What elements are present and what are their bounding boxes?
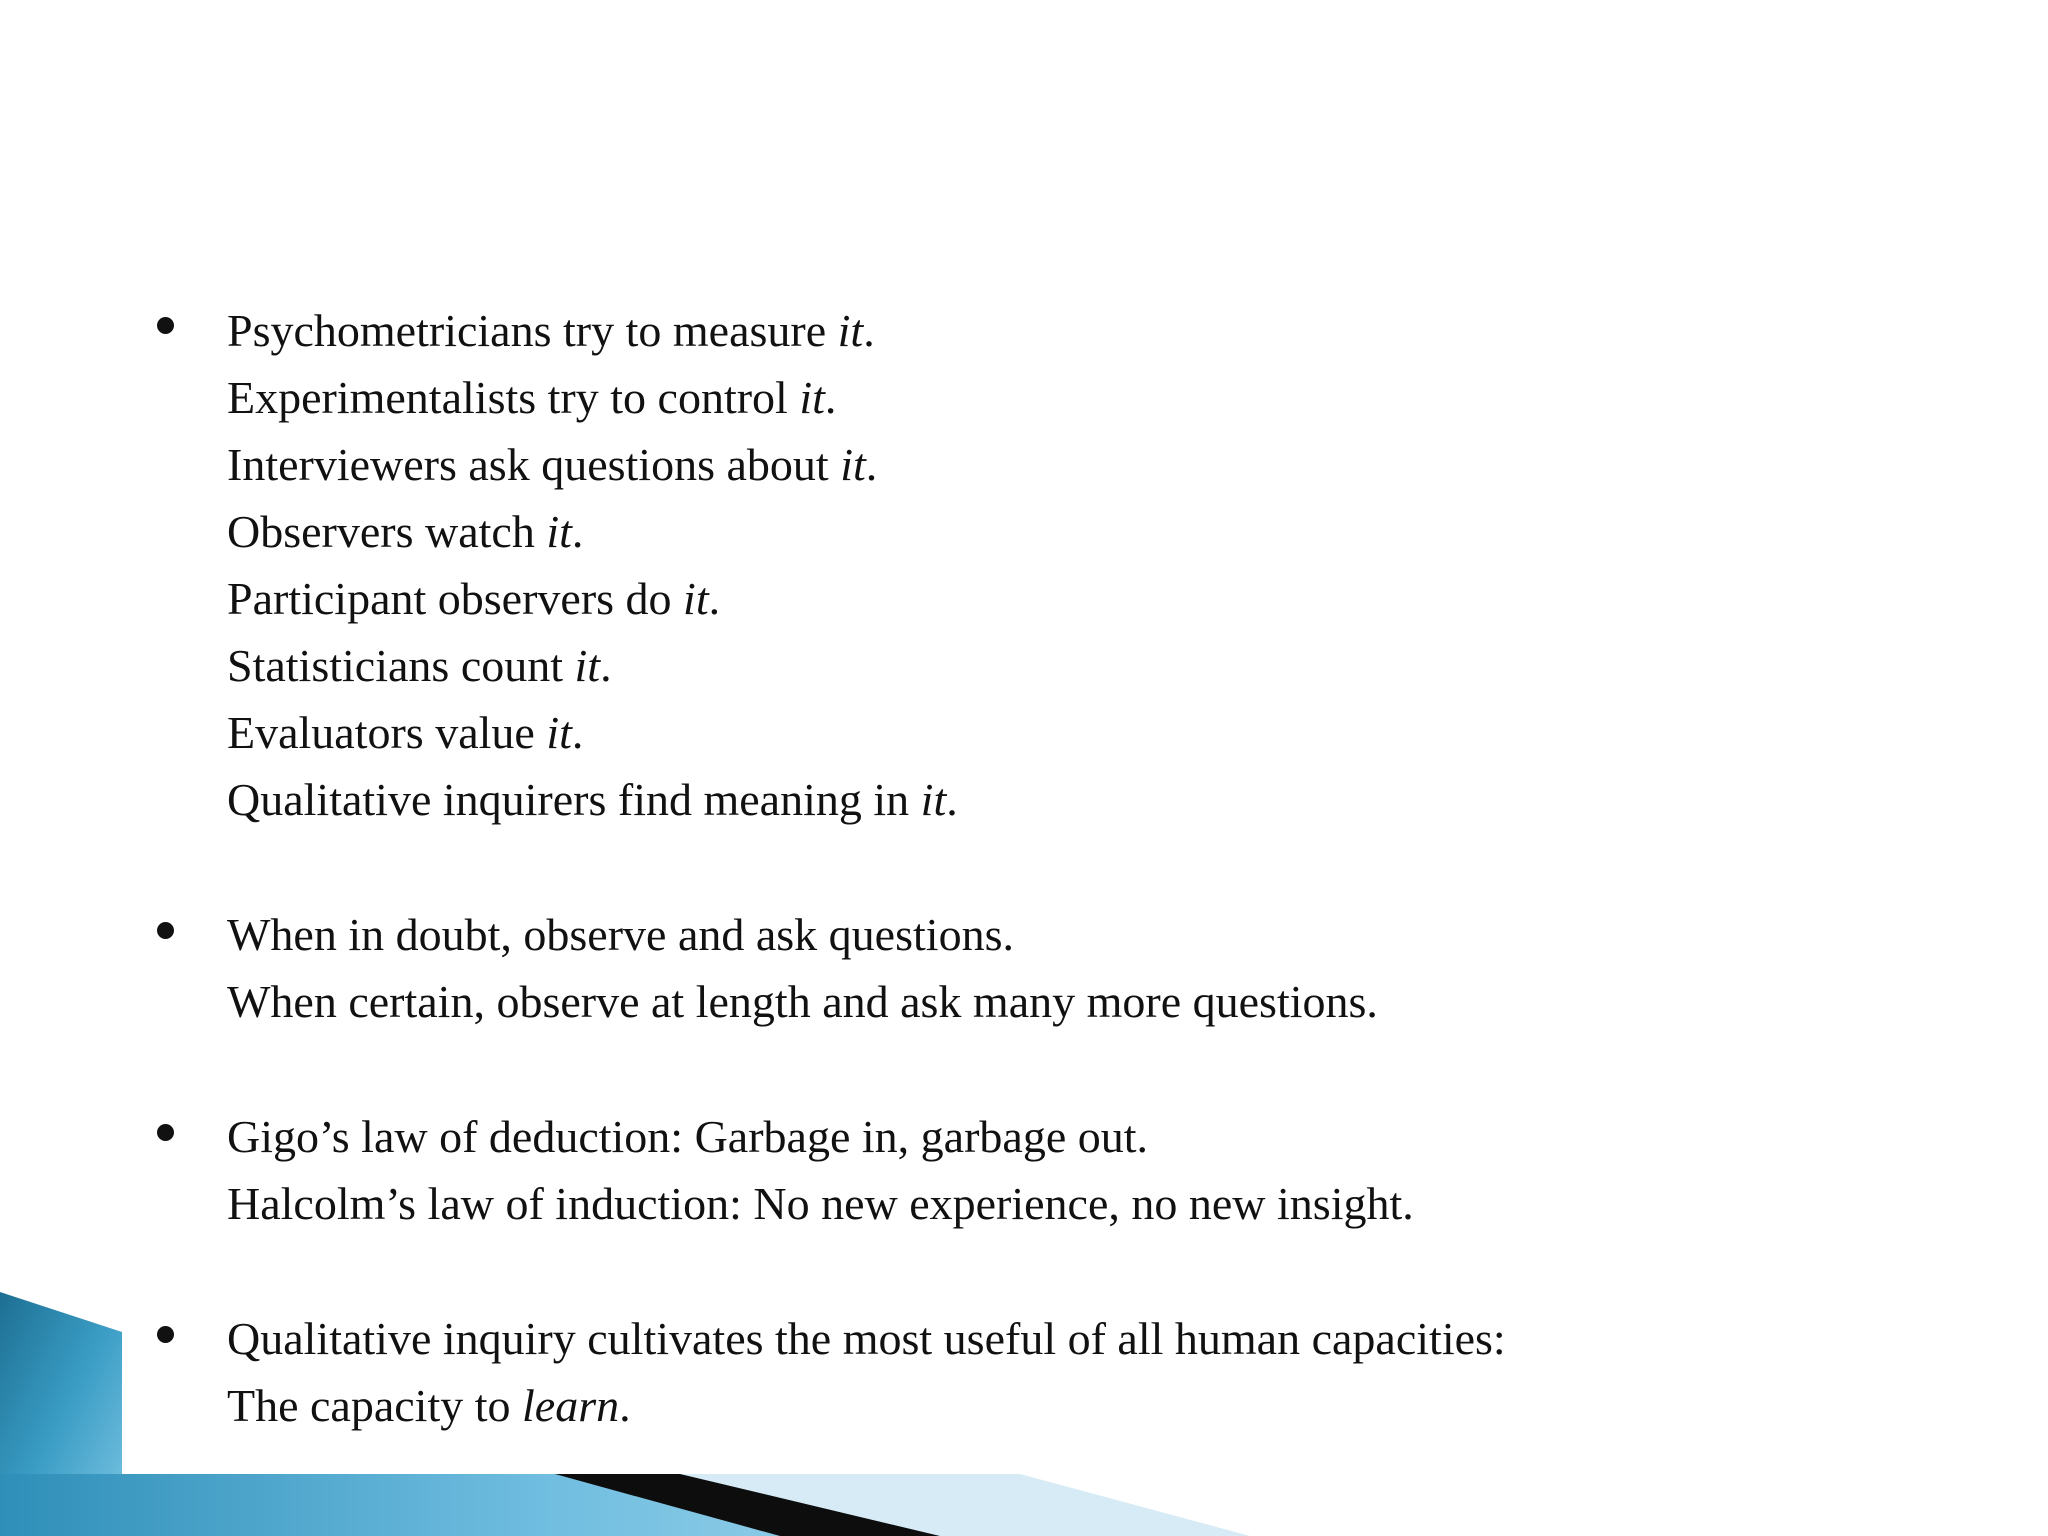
bullet-line: Interviewers ask questions about it. (227, 439, 878, 490)
bullet-line: Qualitative inquiry cultivates the most useful of all human capacities: (227, 1313, 1506, 1364)
bullet-line: The capacity to learn. (227, 1380, 631, 1431)
bullet-line: Statisticians count it. (227, 640, 612, 691)
bullet-marker (157, 317, 174, 334)
bullet-marker (157, 1326, 174, 1343)
bullet-line: Observers watch it. (227, 506, 584, 557)
bullet-line: Psychometricians try to measure it. (227, 305, 875, 356)
bullet-line: Experimentalists try to control it. (227, 372, 837, 423)
bullet-line: Evaluators value it. (227, 707, 584, 758)
bullet-line: Participant observers do it. (227, 573, 721, 624)
bullet-line: Qualitative inquirers find meaning in it. (227, 774, 958, 825)
bullet-marker (157, 922, 174, 939)
bullet-line: When in doubt, observe and ask questions. (227, 909, 1014, 960)
bullet-line: Halcolm’s law of induction: No new experience, no new insight. (227, 1178, 1414, 1229)
bullet-line: Gigo’s law of deduction: Garbage in, garbage out. (227, 1111, 1149, 1162)
bullet-line: When certain, observe at length and ask many more questions. (227, 976, 1378, 1027)
bullet-marker (157, 1124, 174, 1141)
